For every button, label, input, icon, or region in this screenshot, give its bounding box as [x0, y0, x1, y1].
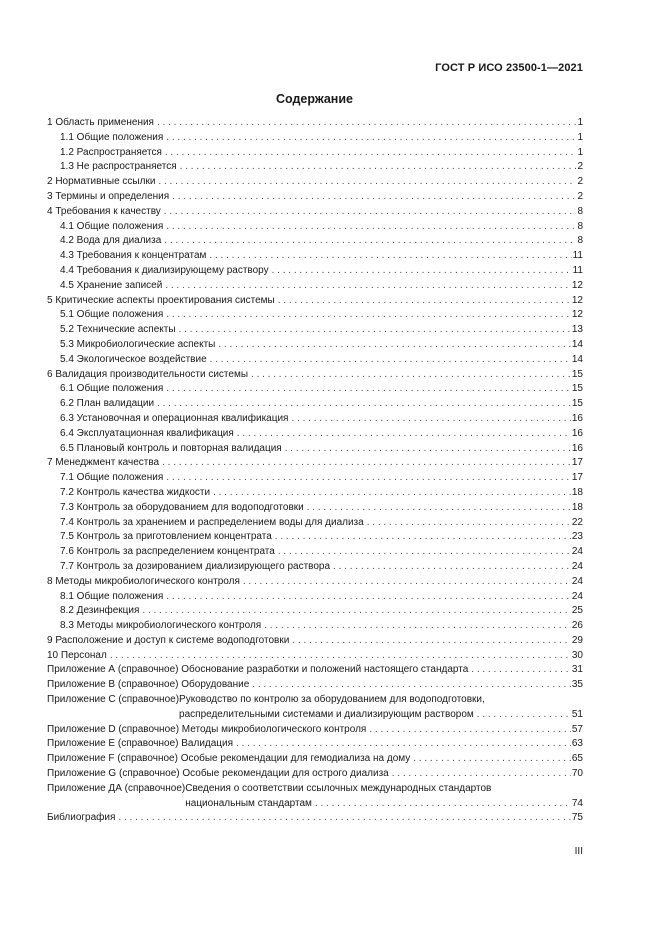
dot-leader — [142, 604, 570, 619]
dot-leader — [110, 649, 571, 664]
toc-entry — [47, 249, 583, 264]
dot-leader — [264, 619, 571, 634]
toc-entry-page: 31 — [571, 664, 583, 676]
toc-entry-text: Приложение G (справочное) Особые рекомендации для острого диализа — [47, 768, 389, 780]
toc-entry-page: 15 — [571, 368, 583, 380]
toc-entry — [47, 560, 583, 575]
toc-entry — [47, 190, 583, 205]
toc-entry — [47, 382, 583, 397]
toc-entry-page: 11 — [572, 250, 583, 262]
dot-leader — [162, 456, 571, 471]
toc-entry-page: 1 — [577, 117, 583, 128]
toc-entry — [47, 353, 583, 368]
toc-entry — [47, 427, 583, 442]
dot-leader — [291, 412, 570, 427]
toc-entry-text: 7.4 Контроль за хранением и распределением воды для диализа — [60, 516, 364, 528]
toc-entry-page: 18 — [571, 486, 583, 498]
toc-entry-page: 22 — [571, 516, 583, 528]
toc-entry-text: 6.1 Общие положения — [60, 383, 164, 395]
toc-entry-text: 1.2 Распространяется — [60, 146, 162, 158]
toc-entry-prefix: Приложение ДА (справочное) — [47, 782, 186, 794]
toc-entry-page: 2 — [577, 176, 583, 188]
toc-entry-page: 26 — [571, 620, 583, 632]
toc-entry-page: 63 — [571, 738, 583, 750]
toc-entry — [47, 175, 583, 190]
toc-entry-page: 14 — [571, 338, 583, 350]
dot-leader — [166, 308, 571, 323]
toc-entry-text: 7.1 Общие положения — [60, 472, 164, 484]
toc-entry-text: 5 Критические аспекты проектирования системы — [47, 294, 275, 306]
toc-entry — [47, 205, 583, 220]
dot-leader — [285, 442, 571, 457]
table-of-contents — [47, 116, 583, 826]
toc-entry-text: 5.2 Технические аспекты — [60, 324, 176, 336]
toc-entry-page: 16 — [571, 412, 583, 424]
toc-entry-text: 6.2 План валидации — [60, 398, 155, 410]
toc-entry — [47, 737, 583, 752]
toc-entry-text: Приложение А (справочное) Обоснование разработки и положений настоящего стандарта — [47, 664, 469, 676]
toc-entry — [47, 663, 583, 678]
toc-entry — [47, 220, 583, 235]
dot-leader — [477, 708, 571, 723]
toc-entry — [47, 782, 583, 812]
toc-entry-page: 8 — [577, 205, 583, 217]
dot-leader — [158, 175, 576, 190]
toc-entry — [47, 634, 583, 649]
toc-entry-text: 5.3 Микробиологические аспекты — [60, 338, 216, 350]
toc-entry-text: 4.1 Общие положения — [60, 220, 164, 232]
toc-entry-text: 4 Требования к качеству — [47, 205, 161, 217]
toc-entry-page: 2 — [577, 190, 583, 202]
dot-leader — [157, 397, 571, 412]
toc-entry-text: Приложение D (справочное) Методы микробиологического контроля — [47, 723, 367, 735]
toc-entry-page: 23 — [571, 531, 583, 543]
toc-entry — [47, 723, 583, 738]
toc-entry-page: 18 — [571, 501, 583, 513]
toc-entry-page: 35 — [571, 679, 583, 691]
toc-entry-text: 5.1 Общие положения — [60, 309, 164, 321]
toc-entry-text: распределительными системами и диализирующим раствором — [179, 708, 474, 720]
toc-entry-text: Сведения о соответствии ссылочных международных стандартов — [185, 782, 492, 794]
toc-entry — [47, 397, 583, 412]
toc-entry-text: 2 Нормативные ссылки — [47, 176, 156, 188]
toc-entry — [47, 619, 583, 634]
toc-entry — [47, 234, 583, 249]
toc-entry — [47, 575, 583, 590]
toc-entry-text: Приложение В (справочное) Оборудование — [47, 679, 250, 691]
toc-entry-page: 8 — [577, 235, 583, 247]
dot-leader — [392, 767, 571, 782]
toc-entry — [47, 146, 583, 161]
dot-leader — [210, 353, 571, 368]
dot-leader — [367, 516, 571, 531]
toc-entry-text: 9 Расположение и доступ к системе водоподготовки — [47, 634, 290, 646]
dot-leader — [278, 294, 571, 309]
dot-leader — [166, 131, 576, 146]
toc-entry — [47, 604, 583, 619]
dot-leader — [275, 530, 571, 545]
toc-entry-text: 1 Область применения — [47, 117, 154, 128]
toc-entry — [47, 308, 583, 323]
toc-entry — [47, 323, 583, 338]
toc-entry-page: 25 — [571, 605, 583, 617]
toc-entry-page: 15 — [571, 398, 583, 410]
toc-entry-page: 11 — [572, 264, 583, 276]
toc-entry-text: 1.3 Не распространяется — [60, 161, 177, 173]
toc-entry — [47, 368, 583, 383]
dot-leader — [237, 427, 571, 442]
toc-entry — [47, 767, 583, 782]
toc-entry — [47, 471, 583, 486]
toc-entry — [47, 264, 583, 279]
toc-entry-page: 24 — [571, 560, 583, 572]
toc-entry-text: 7.3 Контроль за оборудованием для водоподготовки — [60, 501, 304, 513]
toc-entry — [47, 486, 583, 501]
toc-entry — [47, 678, 583, 693]
toc-entry-page: 24 — [571, 575, 583, 587]
dot-leader — [307, 501, 571, 516]
dot-leader — [157, 116, 576, 131]
toc-entry-text: 7.7 Контроль за дозированием диализирующего раствора — [60, 560, 331, 572]
toc-entry-text: 8.2 Дезинфекция — [60, 605, 140, 617]
dot-leader — [236, 737, 571, 752]
dot-leader — [369, 723, 571, 738]
toc-entry-text: 8.1 Общие положения — [60, 590, 164, 602]
toc-entry-page: 2 — [577, 161, 583, 173]
toc-entry — [47, 752, 583, 767]
toc-entry-page: 75 — [571, 812, 583, 824]
dot-leader — [471, 663, 571, 678]
toc-entry-text: 4.4 Требования к диализирующему раствору — [60, 264, 269, 276]
dot-leader — [413, 752, 571, 767]
dot-leader — [172, 190, 576, 205]
toc-entry — [47, 501, 583, 516]
toc-entry-page: 74 — [571, 797, 583, 809]
toc-entry-text: 4.2 Вода для диализа — [60, 235, 162, 247]
toc-entry-text: 6.3 Установочная и операционная квалификация — [60, 412, 289, 424]
toc-entry-text: 6.4 Эксплуатационная квалификация — [60, 427, 234, 439]
dot-leader — [272, 264, 572, 279]
toc-entry-page: 51 — [571, 708, 583, 720]
toc-entry-page: 8 — [577, 220, 583, 232]
toc-entry-page: 1 — [577, 131, 583, 143]
toc-entry-text: Руководство по контролю за оборудованием для водоподготовки, — [179, 694, 485, 706]
dot-leader — [213, 486, 571, 501]
dot-leader — [118, 811, 570, 826]
toc-entry-page: 12 — [571, 279, 583, 291]
toc-entry-text: 6 Валидация производительности системы — [47, 368, 249, 380]
toc-entry — [47, 811, 583, 826]
toc-entry — [47, 131, 583, 146]
dot-leader — [179, 323, 571, 338]
toc-entry — [47, 338, 583, 353]
dot-leader — [251, 368, 571, 383]
toc-entry-page: 1 — [577, 146, 583, 158]
toc-entry-text: 10 Персонал — [47, 649, 107, 661]
toc-entry-page: 70 — [571, 768, 583, 780]
toc-entry — [47, 649, 583, 664]
toc-entry — [47, 279, 583, 294]
toc-entry — [47, 530, 583, 545]
toc-entry-page: 17 — [571, 472, 583, 484]
toc-entry — [47, 160, 583, 175]
dot-leader — [165, 279, 571, 294]
toc-entry-text: Библиография — [47, 812, 116, 824]
toc-entry-text: 3 Термины и определения — [47, 190, 170, 202]
toc-entry-page: 15 — [571, 383, 583, 395]
toc-entry-page: 24 — [571, 546, 583, 558]
dot-leader — [218, 338, 571, 353]
toc-entry-text: 8 Методы микробиологического контроля — [47, 575, 240, 587]
toc-entry — [47, 590, 583, 605]
dot-leader — [209, 249, 571, 264]
toc-entry — [47, 442, 583, 457]
toc-entry — [47, 545, 583, 560]
toc-entry-page: 13 — [571, 324, 583, 336]
toc-entry-text: 5.4 Экологическое воздействие — [60, 353, 207, 365]
toc-entry-text: 7.5 Контроль за приготовлением концентрата — [60, 531, 272, 543]
page-number: III — [574, 846, 583, 857]
toc-entry-text: 4.3 Требования к концентратам — [60, 250, 207, 262]
dot-leader — [315, 797, 571, 812]
toc-entry-text: Приложение F (справочное) Особые рекомендации для гемодиализа на дому — [47, 753, 411, 765]
toc-entry-text: 7.6 Контроль за распределением концентрата — [60, 546, 275, 558]
toc-entry-page: 24 — [571, 590, 583, 602]
dot-leader — [278, 545, 571, 560]
toc-entry — [47, 294, 583, 309]
toc-entry-page: 16 — [571, 427, 583, 439]
toc-entry-text: 8.3 Методы микробиологического контроля — [60, 620, 262, 632]
toc-entry-text: 7.2 Контроль качества жидкости — [60, 486, 211, 498]
dot-leader — [164, 205, 577, 220]
toc-entry-text: 7 Менеджмент качества — [47, 457, 160, 469]
dot-leader — [180, 160, 577, 175]
toc-entry-text: 1.1 Общие положения — [60, 131, 164, 143]
dot-leader — [243, 575, 571, 590]
dot-leader — [292, 634, 571, 649]
dot-leader — [165, 146, 577, 161]
toc-entry-text: национальным стандартам — [185, 797, 312, 809]
toc-entry-text: 6.5 Плановый контроль и повторная валидация — [60, 442, 282, 454]
toc-entry-page: 29 — [571, 634, 583, 646]
toc-entry-page: 57 — [571, 723, 583, 735]
toc-entry — [47, 116, 583, 131]
toc-entry-page: 14 — [571, 353, 583, 365]
dot-leader — [333, 560, 571, 575]
dot-leader — [166, 220, 576, 235]
document-code: ГОСТ Р ИСО 23500-1—2021 — [435, 62, 583, 74]
toc-entry-page: 12 — [571, 309, 583, 321]
toc-title: Содержание — [275, 92, 353, 106]
toc-entry — [47, 516, 583, 531]
toc-entry-text: Приложение Е (справочное) Валидация — [47, 738, 234, 750]
dot-leader — [252, 678, 571, 693]
toc-entry — [47, 693, 583, 723]
toc-entry-page: 16 — [571, 442, 583, 454]
toc-entry — [47, 412, 583, 427]
toc-entry-page: 12 — [571, 294, 583, 306]
toc-entry-page: 17 — [571, 457, 583, 469]
dot-leader — [166, 382, 571, 397]
dot-leader — [166, 471, 571, 486]
toc-entry-page: 30 — [571, 649, 583, 661]
toc-entry — [47, 456, 583, 471]
toc-entry-prefix: Приложение С (справочное) — [47, 694, 180, 706]
toc-entry-text: 4.5 Хранение записей — [60, 279, 163, 291]
dot-leader — [166, 590, 571, 605]
toc-entry-page: 65 — [571, 753, 583, 765]
dot-leader — [164, 234, 576, 249]
